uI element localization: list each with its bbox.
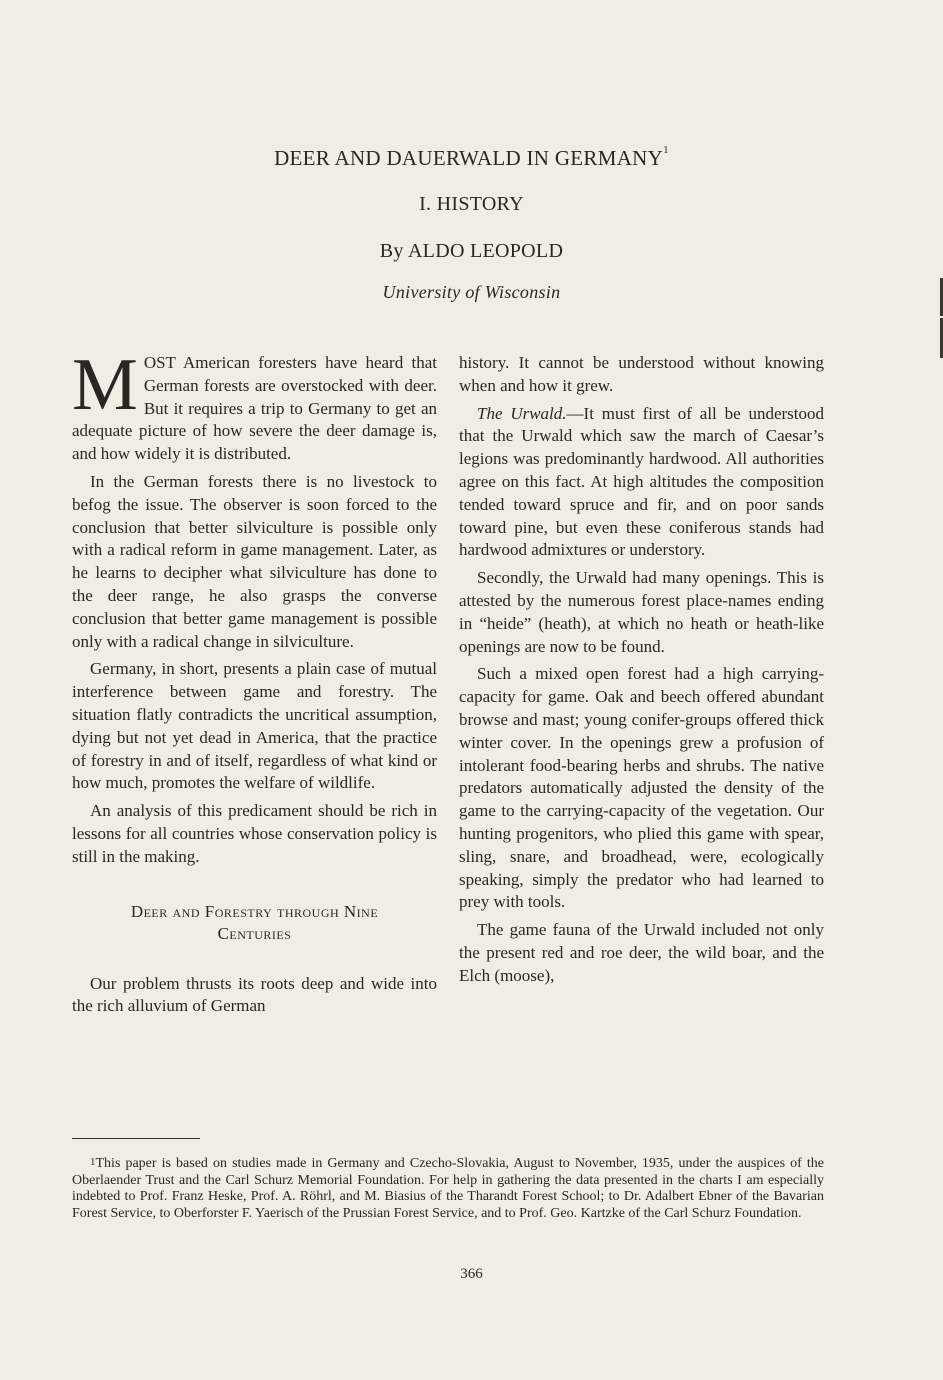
paragraph: An analysis of this predicament should be rich in lessons for all countries whose conservation policy is still in the making. <box>72 801 437 866</box>
footnote-text: This paper is based on studies made in Germany and Czecho-Slovakia, August to November, 1935, under the auspices of the Oberlaender Trust and the Carl Schurz Memorial Foundation. For help in gathering the data presented in the charts I am especially indebted to Prof. Franz Heske, Prof. A. Röhrl, and M. Biasius of the Tharandt Forest School; to Dr. Adalbert Ebner of the Bavarian Forest Service, to Oberforster F. Yaerisch of the Prussian Forest Service, and to Prof. Geo. Kartzke of the Carl Schurz Foundation. <box>72 1156 824 1221</box>
author-name: ALDO LEOPOLD <box>407 240 564 262</box>
article-title <box>0 146 943 171</box>
section-heading-line: Centuries <box>217 923 292 943</box>
byline <box>0 240 943 263</box>
paragraph: Germany, in short, presents a plain case of mutual interference between game and forestry. The situation flatly contradicts the uncritical assumption, dying but not yet dead in America, that the practice of forestry in and of itself, regardless of what kind or how much, promotes the welfare of wildlife. <box>72 659 437 793</box>
right-column <box>459 352 824 993</box>
paragraph: The game fauna of the Urwald included not only the present red and roe deer, the wild boar, and the Elch (moose), <box>459 920 824 985</box>
footnote-marker: 1 <box>90 1156 96 1168</box>
paragraph-text: OST American foresters have heard that German forests are overstocked with deer. But it requires a trip to Germany to get an adequate picture of how severe the deer damage is, and how widely it is distributed. <box>72 353 437 464</box>
paragraph: Secondly, the Urwald had many openings. This is attested by the numerous forest place-names ending in “heide” (heath), at which no heath or heath-like openings are now to be found. <box>459 568 824 656</box>
affiliation: University of Wisconsin <box>382 282 561 302</box>
part-heading: I. HISTORY <box>419 193 524 215</box>
title-footnote-marker: 1 <box>663 144 669 156</box>
paragraph: In the German forests there is no livestock to befog the issue. The observer is soon forced to the conclusion that better silviculture is possible only with a radical reform in game management. Later, as he learns to decipher what silviculture has done to the deer range, he also grasps the converse conclusion that better game management is possible only with a radical change in silviculture. <box>72 471 437 651</box>
paragraph: history. It cannot be understood without knowing when and how it grew. <box>459 353 824 395</box>
paragraph <box>459 403 824 563</box>
page-number: 366 <box>460 1266 483 1282</box>
article-title-text: DEER AND DAUERWALD IN GERMANY <box>274 146 664 170</box>
paragraph: Such a mixed open forest had a high carrying-capacity for game. Oak and beech offered abundant browse and mast; young conifer-groups offered thick winter cover. In the openings grew a profusion of intolerant food-bearing herbs and shrubs. The native predators automatically adjusted the density of the game to the carrying-capacity of the vegetation. Our hunting progenitors, who plied this game with spear, sling, snare, and broadhead, were, ecologically speaking, simply the predator who had learned to prey with tools. <box>459 664 824 912</box>
run-in-heading: The Urwald. <box>477 403 567 423</box>
drop-cap: M <box>72 344 138 426</box>
footnote-rule <box>72 1138 200 1139</box>
byline-prefix: By <box>379 240 404 262</box>
section-heading <box>72 901 437 945</box>
footnote <box>72 1156 824 1222</box>
left-column <box>72 344 437 1023</box>
paragraph <box>72 344 437 466</box>
paragraph-text: —It must first of all be understood that the Urwald which saw the march of Caesar’s legions was predominantly hardwood. All authorities agree on this fact. At high altitudes the composition tended toward spruce and fir, and on poor sands toward pine, but even these coniferous stands had hardwood admixtures or understory. <box>459 403 824 560</box>
paragraph: Our problem thrusts its roots deep and wide into the rich alluvium of German <box>72 973 437 1016</box>
section-heading-line: Deer and Forestry through Nine <box>130 901 379 921</box>
